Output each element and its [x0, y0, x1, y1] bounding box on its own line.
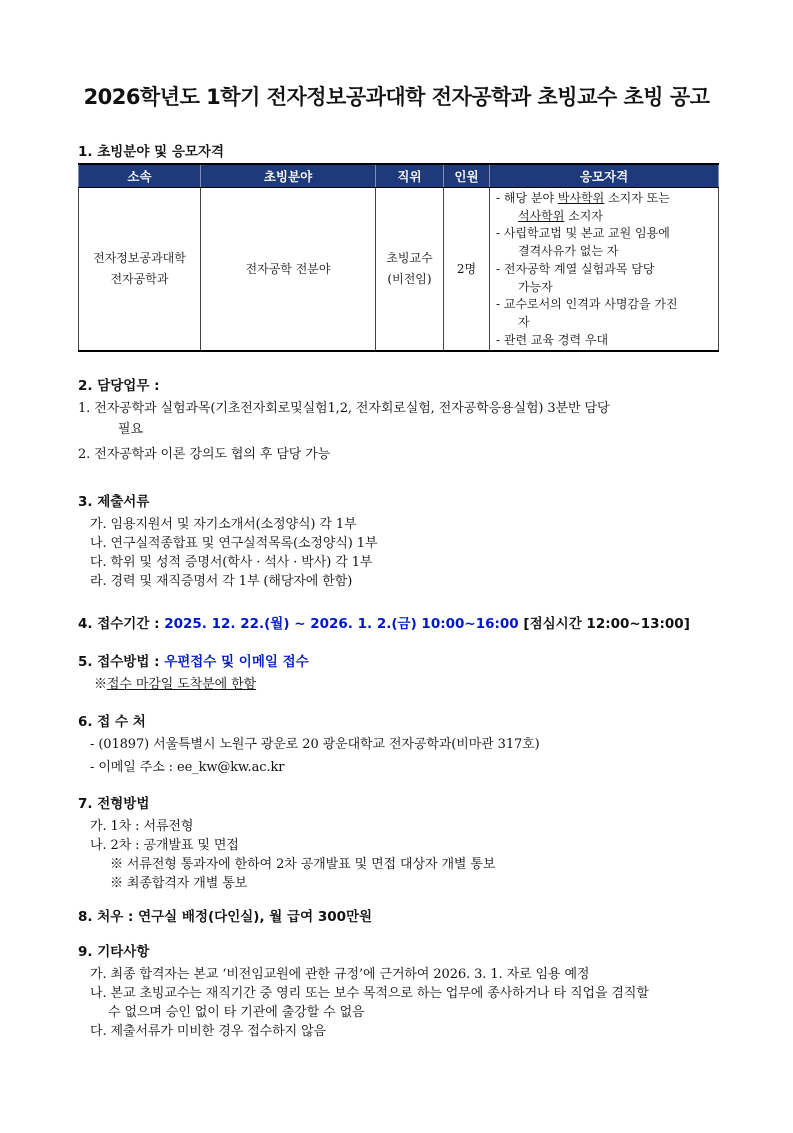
- recruitment-table: [78, 163, 719, 352]
- lunch-time: [점심시간 12:00~13:00]: [518, 616, 690, 632]
- table-row: [79, 188, 719, 352]
- header-position: 직위: [376, 164, 444, 188]
- note-mark: ※: [94, 677, 107, 692]
- header-field: 초빙분야: [201, 164, 376, 188]
- cell-count: 2명: [444, 188, 490, 352]
- section3-heading: 3. 제출서류: [78, 494, 150, 510]
- table-header-row: [79, 164, 719, 188]
- section4-line: [78, 612, 690, 632]
- deadline-note-text: 접수 마감일 도착분에 한함: [106, 677, 257, 692]
- header-count: 인원: [444, 164, 490, 188]
- document-item-3: 다. 학위 및 성적 증명서(학사 · 석사 · 박사) 각 1부: [90, 555, 373, 570]
- document-item-4: 라. 경력 및 재직증명서 각 1부 (해당자에 한함): [90, 574, 353, 589]
- document-item-2: 나. 연구실적종합표 및 연구실적목록(소정양식) 1부: [90, 536, 378, 551]
- section5-line: [78, 650, 309, 670]
- selection-note-1: ※ 서류전형 통과자에 한하여 2차 공개발표 및 면접 대상자 개별 통보: [110, 857, 496, 872]
- misc-item-2-cont: 수 없으며 승인 없이 타 기관에 출강할 수 없음: [108, 1005, 365, 1020]
- qual-1-cont-suffix: 소지자: [564, 208, 603, 223]
- qual-item-4-cont: 자: [518, 314, 530, 329]
- qual-1-masters: 석사학위: [518, 208, 565, 223]
- qual-1-suffix: 소지자 또는: [604, 191, 670, 205]
- qual-item-1-cont: [496, 208, 714, 226]
- postal-address: - (01897) 서울특별시 노원구 광운로 20 광운대학교 전자공학과(비마관 317호): [90, 737, 540, 752]
- qual-item-4: - 교수로서의 인격과 사명감을 가진: [496, 297, 678, 312]
- section7-heading: 7. 전형방법: [78, 796, 150, 812]
- affiliation-line2: 전자공학과: [110, 272, 169, 286]
- qual-1-doctorate: 박사학위: [557, 191, 605, 205]
- section4-label: 4. 접수기간 :: [78, 616, 165, 632]
- application-method: 우편접수 및 이메일 접수: [164, 654, 309, 670]
- misc-item-3: 다. 제출서류가 미비한 경우 접수하지 않음: [90, 1024, 326, 1039]
- duty-item-2: 2. 전자공학과 이론 강의도 협의 후 담당 가능: [78, 447, 331, 462]
- position-line2: (비전임): [387, 272, 432, 286]
- duty-item-1-cont: 필요: [118, 422, 143, 437]
- cell-affiliation: [79, 188, 201, 352]
- section8-heading: 8. 처우 : 연구실 배정(다인실), 월 급여 300만원: [78, 909, 373, 925]
- qual-item-1: [496, 190, 714, 208]
- duty-item-1: 1. 전자공학과 실험과목(기초전자회로및실험1,2, 전자회로실험, 전자공학응용실험) 3분반 담당: [78, 401, 610, 416]
- qual-item-3-cont: 가능자: [518, 279, 553, 294]
- qual-item-5: - 관련 교육 경력 우대: [496, 332, 609, 347]
- email-address: - 이메일 주소 : ee_kw@kw.ac.kr: [90, 760, 285, 775]
- section5-label: 5. 접수방법 :: [78, 654, 165, 670]
- cell-qualification: [490, 188, 719, 352]
- page-title: 2026학년도 1학기 전자정보공과대학 전자공학과 초빙교수 초빙 공고: [83, 85, 710, 109]
- misc-item-2: 나. 본교 초빙교수는 재직기간 중 영리 또는 보수 목적으로 하는 업무에 종사하거나 타 직업을 겸직할: [90, 986, 649, 1001]
- section9-heading: 9. 기타사항: [78, 944, 150, 960]
- header-affiliation: 소속: [79, 164, 201, 188]
- selection-note-2: ※ 최종합격자 개별 통보: [110, 876, 248, 891]
- deadline-note: [94, 673, 256, 692]
- selection-step-2: 나. 2차 : 공개발표 및 면접: [90, 838, 239, 853]
- document-item-1: 가. 임용지원서 및 자기소개서(소정양식) 각 1부: [90, 517, 357, 532]
- qual-item-2: - 사립학교법 및 본교 교원 임용에: [496, 226, 670, 241]
- qual-item-3: - 전자공학 계열 실험과목 담당: [496, 261, 655, 276]
- affiliation-line1: 전자정보공과대학: [93, 251, 186, 265]
- cell-position: [376, 188, 444, 352]
- qual-1-prefix: - 해당 분야: [496, 191, 558, 205]
- misc-item-1: 가. 최종 합격자는 본교 ‘비전임교원에 관한 규정’에 근거하여 2026. 3. 1. 자로 임용 예정: [90, 967, 590, 982]
- section2-heading: 2. 담당업무 :: [78, 378, 160, 394]
- section1-heading: 1. 초빙분야 및 응모자격: [78, 144, 224, 160]
- header-qualification: 응모자격: [490, 164, 719, 188]
- cell-field: 전자공학 전분야: [201, 188, 376, 352]
- position-line1: 초빙교수: [386, 251, 433, 265]
- section6-heading: 6. 접 수 처: [78, 714, 146, 730]
- application-period: 2025. 12. 22.(월) ~ 2026. 1. 2.(금) 10:00~16:00: [164, 616, 519, 632]
- selection-step-1: 가. 1차 : 서류전형: [90, 819, 194, 834]
- qual-item-2-cont: 결격사유가 없는 자: [518, 244, 619, 259]
